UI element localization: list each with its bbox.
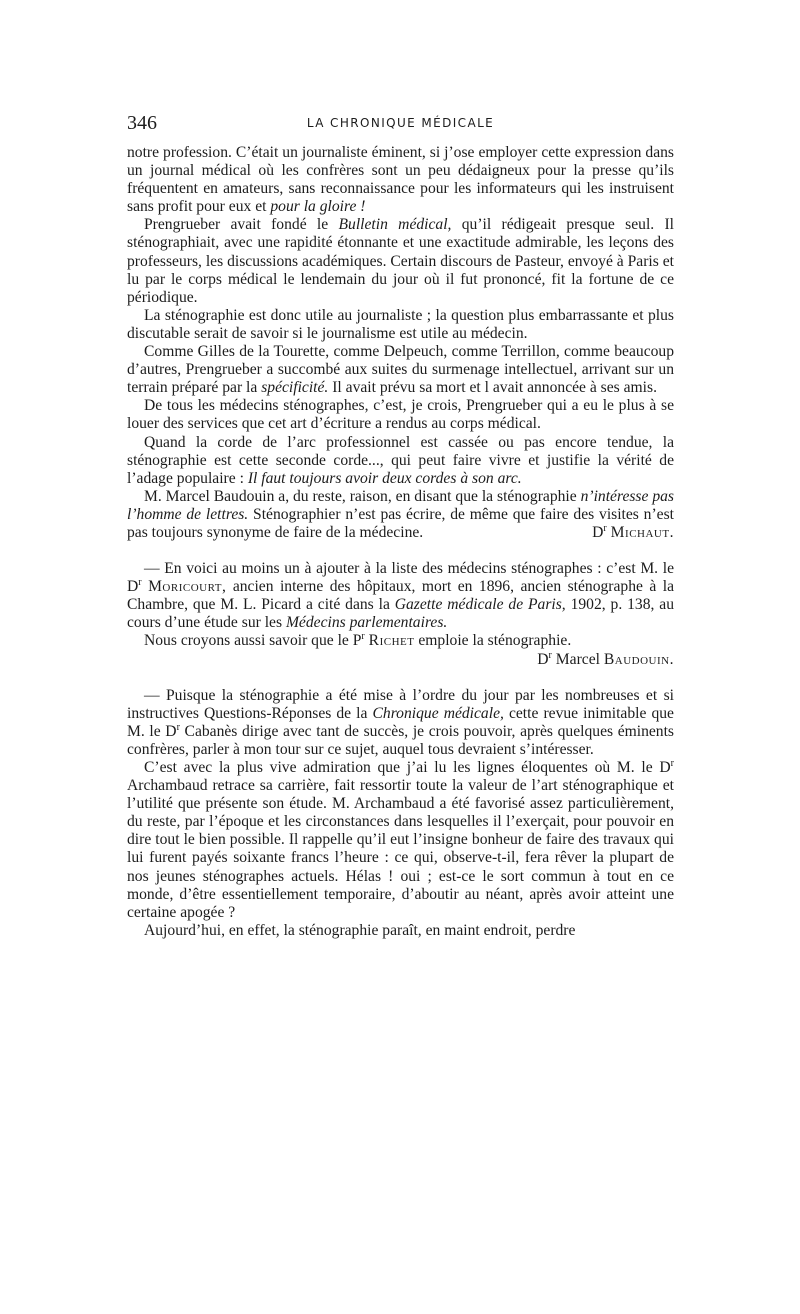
page-number: 346: [127, 112, 157, 134]
paragraph: Comme Gilles de la Tourette, comme Delpeuch, comme Terrillon, comme beaucoup d’autres, Prengrueber a succombé aux suites du surmenage intellectuel, arrivant sur un terrain préparé par la spécificité. Il avait prévu sa mort et l avait annoncée à ses amis.: [127, 343, 674, 397]
paragraph: — Puisque la sténographie a été mise à l’ordre du jour par les nombreuses et si instructives Questions-Réponses de la Chronique médicale, cette revue inimitable que M. le $D^r$ Cabanès dirige avec tant de succès, je crois pouvoir, après quelques éminents confrères, parler à mon tour sur ce sujet, auquel tous devraient s’intéresser.: [127, 686, 675, 758]
paragraph: Quand la corde de l’arc professionnel est cassée ou pas encore tendue, la sténographie est cette seconde corde..., qui peut faire vivre et justifie la vérité de l’adage populaire : Il faut toujours avoir deux cordes à son arc.: [127, 433, 674, 487]
page-body: [127, 144, 674, 940]
paragraph: M. Marcel Baudouin a, du reste, raison, en disant que la sténographie n’intéresse pas l’homme de lettres. Sténographier n’est pas écrire, de même que faire des visites n’est pas toujours synonyme de faire de la médecine. $D^r$ Michaut.: [127, 487, 674, 541]
paragraph: C’est avec la plus vive admiration que j’ai lu les lignes éloquentes où M. le $D^r$ Archambaud retrace sa carrière, fait ressortir toute la valeur de l’art sténographique et l’utilité que présente son étude. M. Archambaud a été favorisé assez particulièrement, du reste, par l’époque et les circonstances dans lesquelles il l’exerçait, pour pouvoir en dire tout le bien possible. Il rappelle qu’il eut l’insigne bonheur de faire des travaux qui lui furent payés soixante francs l’heure : ce qui, observe-t-il, fera rêver la plupart de nos jeunes sténographes actuels. Hélas ! oui ; est-ce le sort commun à tout en ce monde, d’être essentiellement temporaire, d’aboutir au néant, après avoir atteint une certaine apogée ?: [127, 757, 674, 921]
signature-baudouin: $D^r$ Marcel Baudouin.: [537, 649, 674, 668]
page-header: [127, 112, 674, 136]
paragraph: La sténographie est donc utile au journaliste ; la question plus embarrassante et plus discutable serait de savoir si le journalisme est utile au médecin.: [127, 306, 674, 342]
paragraph: Aujourd’hui, en effet, la sténographie paraît, en maint endroit, perdre: [144, 921, 576, 939]
running-title: LA CHRONIQUE MÉDICALE: [306, 116, 495, 130]
paragraph: — En voici au moins un à ajouter à la liste des médecins sténographes : c’est M. le $D^r$ Moricourt, ancien interne des hôpitaux, mort en 1896, ancien sténographe à la Chambre, que M. L. Picard a cité dans la Gazette médicale de Paris, 1902, p. 138, au cours d’une étude sur les Médecins parlementaires.: [127, 560, 674, 632]
paragraph: De tous les médecins sténographes, c’est, je crois, Prengrueber qui a eu le plus à se louer des services que cet art d’écriture a rendus au corps médical.: [127, 397, 674, 433]
paragraph: notre profession. C’était un journaliste éminent, si j’ose employer cette expression dans un journal médical où les confrères sont un peu dédaigneux pour la presse qu’ils fréquentent en amateurs, sans reconnaissance pour les informateurs qui les instruisent sans profit pour eux et pour la gloire !: [127, 144, 674, 216]
signature-michaut: $D^r$ Michaut.: [592, 522, 674, 541]
paragraph: Nous croyons aussi savoir que le $P^r$ Richet emploie la sténographie. $D^r$ Marcel Baudouin.: [144, 631, 674, 668]
paragraph: Prengrueber avait fondé le Bulletin médical, qu’il rédigeait presque seul. Il sténographiait, avec une rapidité étonnante et une exactitude admirable, les leçons des professeurs, les discussions académiques. Certain discours de Pasteur, envoyé à Paris et lu par le corps médical le lendemain du jour où il fut prononcé, fit la fortune de ce périodique.: [127, 216, 675, 306]
